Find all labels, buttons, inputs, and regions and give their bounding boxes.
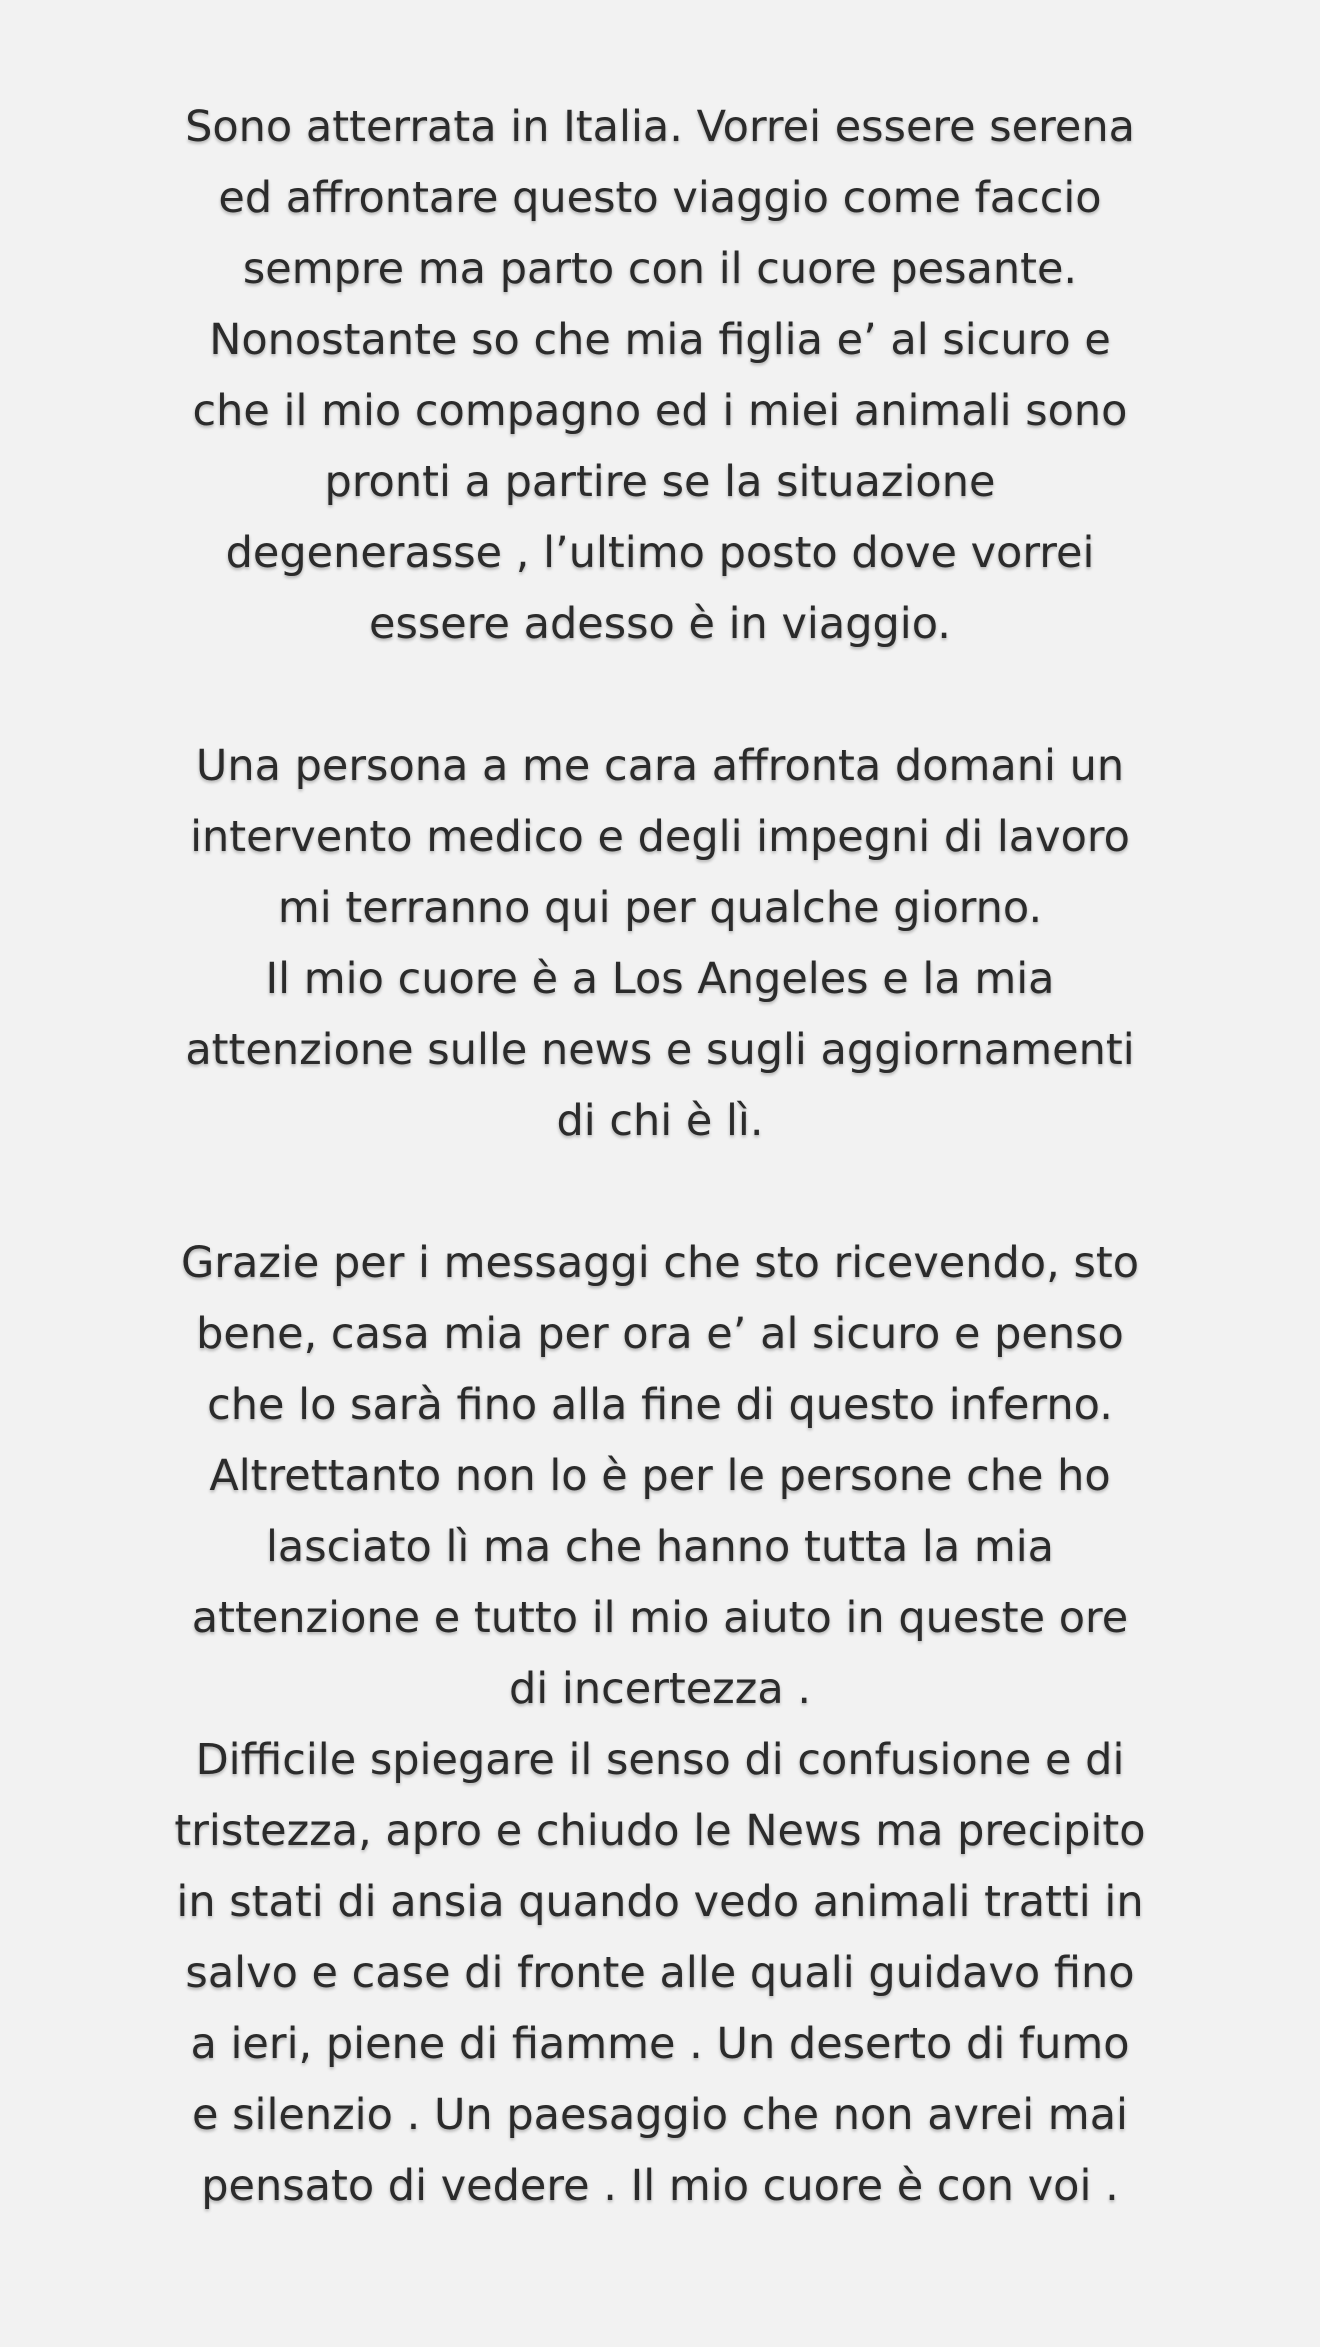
text-line: essere adesso è in viaggio. <box>369 599 951 649</box>
text-line: Grazie per i messaggi che sto ricevendo, sto <box>180 1238 1140 1288</box>
text-line: in stati di ansia quando vedo animali tratti in <box>176 1877 1144 1927</box>
text-line: mi terranno qui per qualche giorno. <box>277 883 1043 933</box>
text-line: che lo sarà fino alla fine di questo inferno. <box>207 1380 1113 1430</box>
text-line: degenerasse , l’ultimo posto dove vorrei <box>225 528 1095 578</box>
paragraph-2 <box>110 731 1210 1157</box>
text-line: intervento medico e degli impegni di lavoro <box>190 812 1130 862</box>
text-line: pronti a partire se la situazione <box>324 457 996 507</box>
text-line: bene, casa mia per ora e’ al sicuro e penso <box>196 1309 1124 1359</box>
text-line: ed affrontare questo viaggio come faccio <box>218 173 1102 223</box>
text-line: Nonostante so che mia figlia e’ al sicuro e <box>209 315 1111 365</box>
paragraph-3 <box>110 1228 1210 2222</box>
text-line: Difficile spiegare il senso di confusione e di <box>195 1735 1125 1785</box>
paragraph-1 <box>110 92 1210 660</box>
text-line: tristezza, apro e chiudo le News ma precipito <box>174 1806 1146 1856</box>
text-line: attenzione sulle news e sugli aggiornamenti <box>185 1025 1135 1075</box>
story-text <box>110 92 1210 2222</box>
text-line: attenzione e tutto il mio aiuto in queste ore <box>191 1593 1129 1643</box>
text-line: che il mio compagno ed i miei animali sono <box>192 386 1128 436</box>
text-line: e silenzio . Un paesaggio che non avrei mai <box>191 2090 1128 2140</box>
text-line: Il mio cuore è a Los Angeles e la mia <box>265 954 1055 1004</box>
text-line: salvo e case di fronte alle quali guidavo fino <box>185 1948 1135 1998</box>
text-line: a ieri, piene di fiamme . Un deserto di fumo <box>190 2019 1130 2069</box>
text-line: Sono atterrata in Italia. Vorrei essere serena <box>185 102 1135 152</box>
text-line: di chi è lì. <box>556 1096 764 1146</box>
text-line: Altrettanto non lo è per le persone che ho <box>209 1451 1111 1501</box>
text-line: Una persona a me cara affronta domani un <box>195 741 1125 791</box>
text-line: di incertezza . <box>508 1664 812 1714</box>
text-line: pensato di vedere . Il mio cuore è con voi . <box>201 2161 1119 2211</box>
text-line: lasciato lì ma che hanno tutta la mia <box>265 1522 1055 1572</box>
text-line: sempre ma parto con il cuore pesante. <box>242 244 1078 294</box>
